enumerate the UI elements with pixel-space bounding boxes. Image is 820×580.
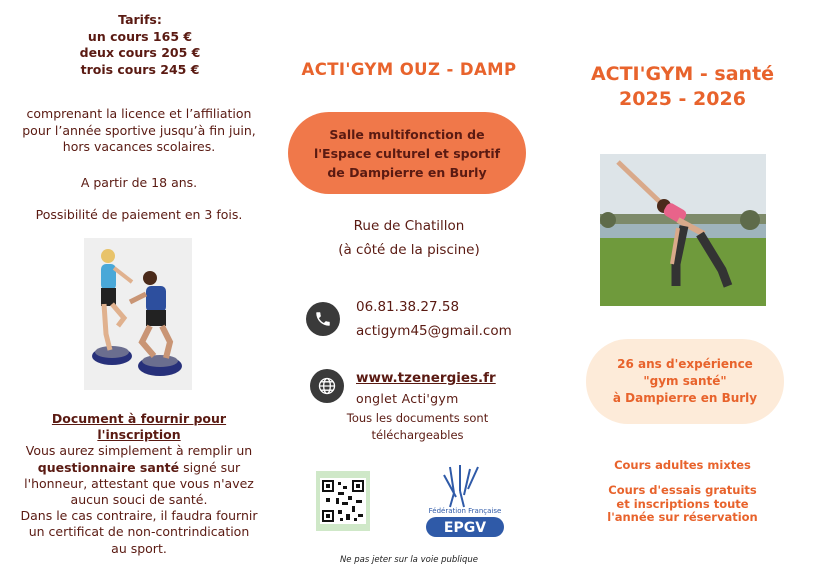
venue-line: de Dampierre en Burly (327, 164, 487, 180)
mixed-classes-text: Cours adultes mixtes (614, 458, 751, 472)
document-line (12, 460, 266, 476)
website-link[interactable]: www.tzenergies.fr (356, 370, 496, 386)
experience-line: à Dampierre en Burly (612, 391, 758, 405)
tarif-three: trois cours 245 € (80, 61, 200, 77)
document-section (12, 411, 266, 557)
tarifs-block (40, 12, 240, 78)
right-title (555, 62, 810, 112)
tarif-one: un cours 165 € (87, 28, 193, 44)
globe-icon (310, 369, 344, 403)
document-line: au sport. (111, 540, 167, 556)
balance-exercise-photo (84, 238, 192, 390)
website-tab-text: onglet Acti'gym (356, 391, 459, 406)
tarif-two: deux cours 205 € (79, 45, 201, 60)
phone-number[interactable]: 06.81.38.27.58 (356, 299, 460, 315)
document-line: un certificat de non-contrindication (28, 524, 250, 540)
trial-line: l'année sur réservation (607, 510, 758, 524)
address-block (283, 214, 535, 262)
venue-line: l'Espace culturel et sportif (313, 145, 501, 161)
experience-line: "gym santé" (643, 374, 727, 388)
experience-line: 26 ans d'expérience (617, 357, 753, 371)
trial-classes-text (555, 484, 810, 525)
yoga-photo (600, 154, 766, 306)
center-title: ACTI'GYM OUZ - DAMP (301, 60, 517, 79)
address-line: Rue de Chatillon (353, 218, 465, 234)
documents-line: Tous les documents sont (346, 411, 489, 425)
venue-line: Salle multifonction de (329, 126, 485, 142)
venue-pill (288, 112, 526, 194)
payment-text: Possibilité de paiement en 3 fois. (35, 207, 243, 222)
document-line-rest: signé sur (179, 459, 241, 475)
tarifs-heading: Tarifs: (118, 12, 162, 27)
age-text: A partir de 18 ans. (80, 175, 198, 190)
questionnaire-bold: questionnaire santé (37, 459, 180, 475)
epgv-federation-text: Fédération Française (428, 507, 502, 515)
footer-notice: Ne pas jeter sur la voie publique (339, 555, 479, 565)
experience-pill (586, 339, 784, 424)
intro-line: pour l’année sportive jusqu’à fin juin, (22, 122, 256, 138)
trial-line: et inscriptions toute (616, 496, 749, 511)
epgv-logo (420, 463, 510, 541)
right-title-line2: 2025 - 2026 (619, 88, 746, 110)
document-line: Dans le cas contraire, il faudra fournir (20, 508, 258, 524)
email-address[interactable]: actigym45@gmail.com (356, 323, 512, 339)
document-title: Document à fournir pour l'inscription (51, 411, 227, 443)
trial-line: Cours d'essais gratuits (608, 483, 757, 497)
documents-text (345, 410, 490, 443)
documents-line: téléchargeables (371, 427, 464, 442)
document-line: l'honneur, attestant que vous n'avez (24, 475, 254, 491)
document-line: Vous aurez simplement à remplir un (25, 443, 253, 459)
intro-line: hors vacances scolaires. (62, 139, 216, 154)
qr-code[interactable] (316, 471, 370, 531)
right-title-line1: ACTI'GYM - santé (590, 63, 775, 85)
epgv-name-text: EPGV (443, 520, 487, 536)
intro-line: comprenant la licence et l’affiliation (26, 106, 252, 121)
intro-text (14, 106, 264, 156)
phone-icon (306, 302, 340, 336)
document-line: aucun souci de santé. (70, 492, 208, 508)
address-line: (à côté de la piscine) (338, 242, 480, 258)
